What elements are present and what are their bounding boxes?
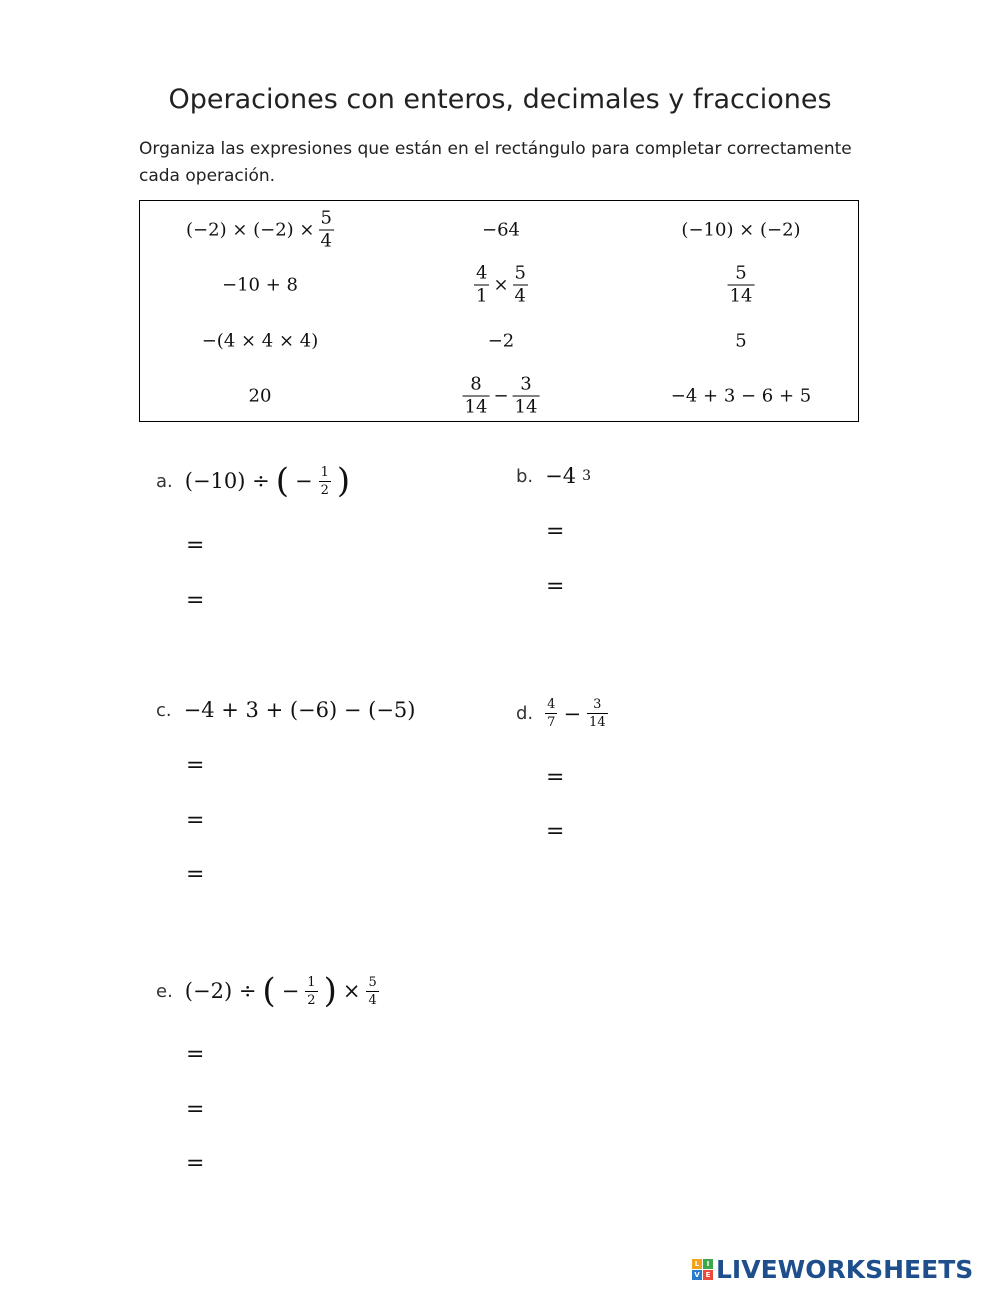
fraction	[463, 373, 490, 418]
bank-item-r3c2[interactable]: −2	[487, 330, 515, 352]
answer-slot-e1[interactable]: =	[186, 1042, 205, 1067]
bank-item-r3c3[interactable]: 5	[735, 330, 747, 352]
numerator: 4	[547, 697, 556, 712]
bank-item-r2c3[interactable]	[728, 262, 755, 307]
fraction	[474, 262, 489, 307]
instructions-text: Organiza las expresiones que están en el rectángulo para completar correctamente cada operación.	[139, 139, 852, 186]
logo-mark-l: L	[692, 1259, 702, 1269]
minus-sign: −	[281, 979, 300, 1003]
bank-item-r3c1[interactable]: −(4 × 4 × 4)	[201, 330, 319, 352]
fraction	[513, 373, 540, 418]
numerator: 5	[735, 262, 747, 284]
numerator: 1	[307, 974, 316, 990]
answer-slot-e3[interactable]: =	[186, 1151, 205, 1176]
logo-mark-icon	[692, 1259, 713, 1280]
numerator: 3	[593, 697, 602, 712]
fraction	[319, 466, 331, 497]
denominator: 4	[514, 285, 526, 307]
fraction	[513, 262, 528, 307]
bank-item-r4c1[interactable]: 20	[248, 385, 272, 407]
exercise-label: a.	[156, 470, 173, 492]
exercise-d	[516, 698, 608, 729]
denominator: 1	[476, 285, 488, 307]
answer-slot-a1[interactable]: =	[186, 533, 205, 558]
denominator: 14	[729, 285, 753, 307]
answer-slot-b1[interactable]: =	[546, 519, 565, 544]
answer-slot-e2[interactable]: =	[186, 1097, 205, 1122]
answer-slot-c3[interactable]: =	[186, 862, 205, 887]
expression-text: −4 + 3 + (−6) − (−5)	[183, 698, 416, 722]
numerator: 4	[476, 262, 488, 284]
bank-item-r1c2[interactable]: −64	[482, 219, 520, 241]
right-paren: )	[323, 971, 337, 1011]
fraction	[366, 976, 378, 1007]
exercise-e	[156, 971, 379, 1011]
denominator: 14	[464, 396, 488, 418]
operator: ×	[493, 274, 509, 296]
operator: −	[563, 701, 582, 726]
exercise-label: b.	[516, 465, 534, 487]
bank-item-text: (−2) × (−2) ×	[186, 219, 315, 241]
expression-bank	[139, 200, 859, 422]
exercise-label: d.	[516, 703, 534, 724]
minus-sign: −	[295, 469, 313, 493]
denominator: 4	[368, 992, 377, 1008]
answer-slot-c2[interactable]: =	[186, 808, 205, 833]
expression-text: (−10) ÷	[184, 469, 270, 493]
answer-slot-d2[interactable]: =	[546, 819, 565, 844]
left-paren: (	[275, 461, 290, 501]
fraction	[545, 698, 557, 729]
logo-mark-e: E	[703, 1270, 713, 1280]
expression-text: −4	[545, 464, 577, 488]
answer-slot-d1[interactable]: =	[546, 765, 565, 790]
bank-item-r1c1[interactable]	[186, 207, 334, 252]
left-paren: (	[262, 971, 276, 1011]
denominator: 4	[320, 230, 332, 252]
exponent: 3	[582, 468, 592, 484]
answer-slot-b2[interactable]: =	[546, 574, 565, 599]
bank-item-r4c2[interactable]	[463, 373, 540, 418]
fraction	[319, 207, 334, 252]
exercise-label: c.	[156, 699, 172, 721]
bank-item-r4c3[interactable]: −4 + 3 − 6 + 5	[670, 385, 812, 407]
bank-item-r2c1[interactable]: −10 + 8	[222, 274, 298, 296]
logo-mark-v: V	[692, 1270, 702, 1280]
worksheet-title: Operaciones con enteros, decimales y fracciones	[168, 84, 832, 115]
denominator: 2	[307, 992, 316, 1008]
answer-slot-c1[interactable]: =	[186, 753, 205, 778]
denominator: 7	[547, 715, 556, 730]
expression-text: (−2) ÷	[184, 979, 257, 1003]
bank-item-r2c2[interactable]	[474, 262, 528, 307]
answer-slot-a2[interactable]: =	[186, 588, 205, 613]
numerator: 8	[470, 373, 482, 395]
operator: ×	[342, 979, 361, 1003]
numerator: 3	[520, 373, 532, 395]
denominator: 14	[514, 396, 538, 418]
fraction	[728, 262, 755, 307]
denominator: 2	[320, 482, 329, 498]
exercise-label: e.	[156, 980, 173, 1002]
fraction	[587, 698, 608, 729]
numerator: 5	[514, 262, 526, 284]
logo-text: LIVEWORKSHEETS	[716, 1255, 974, 1284]
right-paren: )	[336, 461, 351, 501]
exercise-b	[516, 464, 591, 488]
numerator: 5	[368, 974, 377, 990]
operator: −	[493, 385, 509, 407]
fraction	[305, 976, 317, 1007]
denominator: 14	[589, 715, 606, 730]
numerator: 1	[320, 464, 329, 480]
bank-item-r1c3[interactable]: (−10) × (−2)	[681, 219, 801, 241]
liveworksheets-logo[interactable]	[692, 1255, 973, 1284]
exercise-a	[156, 461, 351, 501]
exercise-c	[156, 698, 415, 722]
numerator: 5	[320, 207, 332, 229]
logo-mark-i: I	[703, 1259, 713, 1269]
